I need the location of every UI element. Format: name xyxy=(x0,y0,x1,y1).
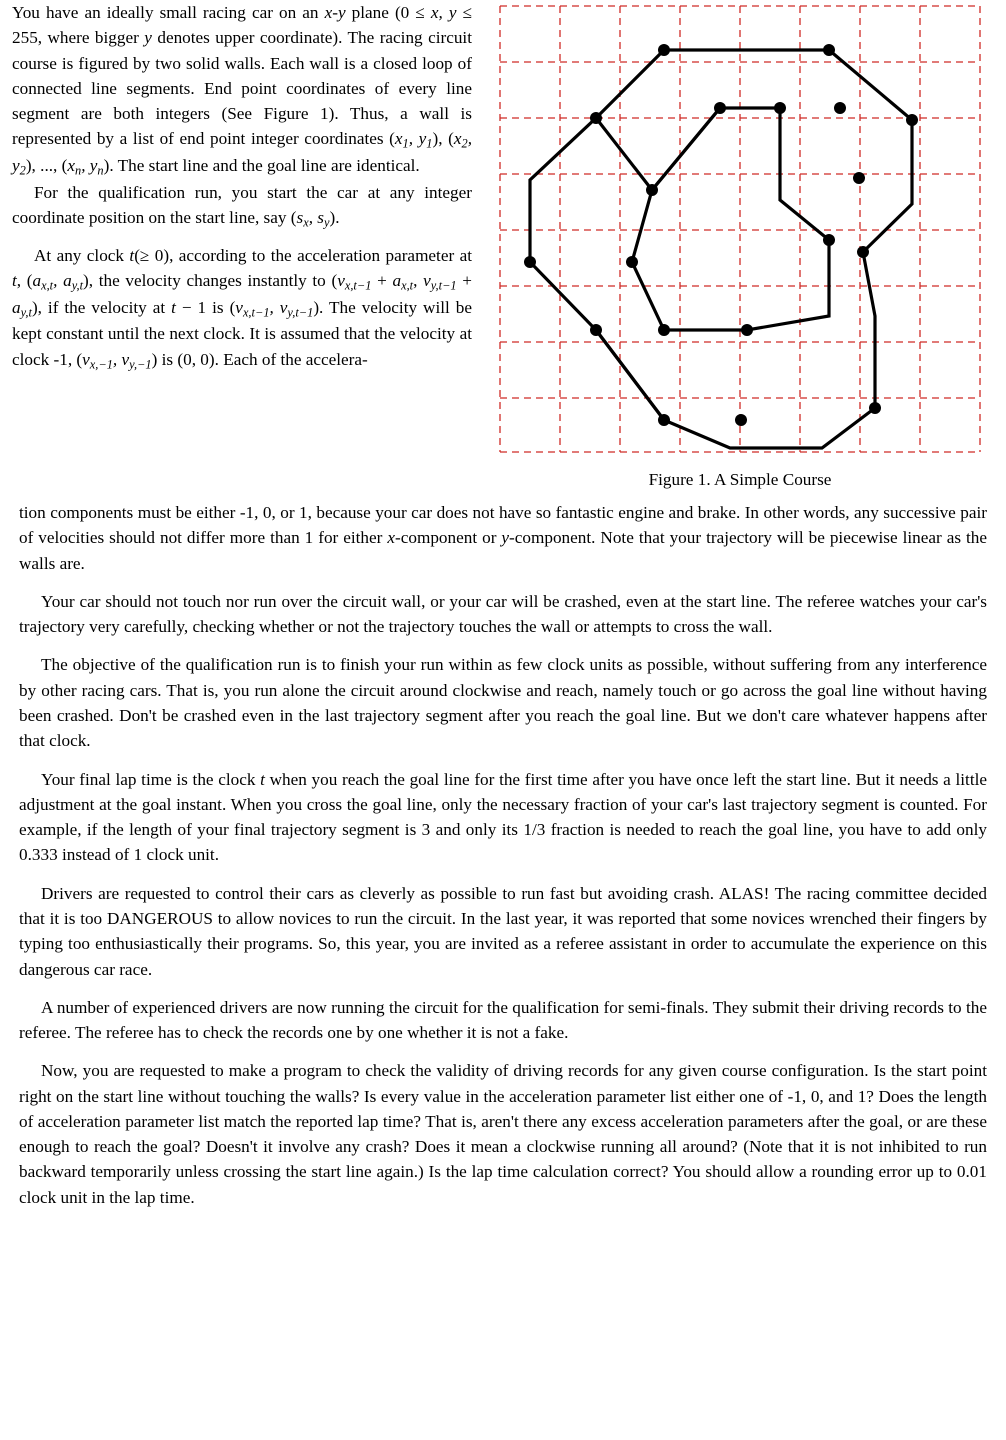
wall-link-segment-2 xyxy=(596,118,652,190)
figure-caption: Figure 1. A Simple Course xyxy=(648,470,832,489)
paragraph-intro: You have an ideally small racing car on an x-y plane (0 ≤ x, y ≤ 255, where bigger y denotes upper coordinate). The racing circuit course is figured by two solid walls. Each wall is a closed loop of connected line segments. End point coordinates of every line segment are both integers (See Figure 1). Thus, a wall is represented by a list of end point integer coordinates ($x_1$, $y_1$), ($x_2$, $y_2$), ..., ($x_n$, $y_n$). The start line and the goal line are identical. xyxy=(12,3,473,178)
paragraph-drivers-committee: Drivers are requested to control their cars as cleverly as possible to run fast but avoiding crash. ALAS! The racing committee decided that it is too DANGEROUS to allow novices to run the circuit. In the last year, it was reported that some novices wrenched their fingers by typing too enthusiastically their programs. So, this year, you are invited as a referee assistant in order to accumulate the experience on this dangerous car race. xyxy=(19,883,987,979)
wall-link-segment-3 xyxy=(652,108,720,190)
figure-course-diagram xyxy=(492,0,988,458)
paragraph-wall-touch: Your car should not touch nor run over the circuit wall, or your car will be crashed, even at the start line. The referee watches your car's trajectory very carefully, checking whether or not the trajectory touches the wall or attempts to cross the wall. xyxy=(19,591,987,637)
grid-lines xyxy=(500,6,980,452)
course-svg xyxy=(492,0,988,458)
paragraph-acceleration-continued: tion components must be either -1, 0, or 1, because your car does not have so fantastic engine and brake. In other words, any successive pair of velocities should not differ more than 1 for either x-component or y-component. Note that your trajectory will be piecewise linear as the walls are. xyxy=(19,503,987,573)
wall-link-segment xyxy=(596,330,664,420)
paragraph-lap-time: Your final lap time is the clock t when you reach the goal line for the first time after you have once left the start line. But it needs a little adjustment at the goal instant. When you cross the goal line, only the necessary fraction of your car's last trajectory segment is counted. For example, if the length of your final trajectory segment is 3 and only its 1/3 fraction is needed to reach the goal line, you have to add only 0.333 instead of 1 clock unit. xyxy=(19,769,987,865)
paragraph-experienced-drivers: A number of experienced drivers are now running the circuit for the qualification for semi-finals. They submit their driving records to the referee. The referee has to check the records one by one whether it is not a fake. xyxy=(19,997,987,1043)
wall-vertices xyxy=(524,44,918,426)
paragraph-objective: The objective of the qualification run is to finish your run within as few clock units as possible, without suffering from any interference by other racing cars. That is, you run alone the circuit around clockwise and reach, namely touch or go across the goal line without having been crashed. Don't be crashed even in the last trajectory segment after you reach the goal line. But we don't care whatever happens after that clock. xyxy=(19,655,987,751)
top-two-column-region xyxy=(0,0,1006,500)
paragraph-qualification-start: For the qualification run, you start the car at any integer coordinate position on the start line, say ($s_x$, $s_y$). xyxy=(12,182,472,230)
body-text-block xyxy=(7,500,999,1210)
left-text-column xyxy=(12,0,472,373)
figure-column xyxy=(492,0,994,490)
paragraph-task: Now, you are requested to make a program to check the validity of driving records for any given course configuration. Is the start point right on the start line without touching the walls? Is every value in the acceleration parameter list either one of -1, 0, and 1? Does the length of acceleration parameter list match the reported lap time? That is, aren't there any excess acceleration parameters after the goal, or are these enough to reach the goal? Doesn't it involve any crash? Does it mean a clockwise running all around? (Note that it is not inhibited to run backward temporarily unless crossing the start line again.) Is the lap time calculation correct? You should allow a rounding error up to 0.01 clock unit in the lap time. xyxy=(19,1061,987,1207)
paragraph-acceleration: At any clock t(≥ 0), according to the acceleration parameter at t, ($a_{x,t}$, $a_{y,t}$), the velocity changes instantly to ($v_{x,t-1} + a_{x,t}$, $v_{y,t-1} + a_{y,t}$), if the velocity at t − 1 is ($v_{x,t-1}$, $v_{y,t-1}$). The velocity will be kept constant until the next clock. It is assumed that the velocity at clock -1, ($v_{x,-1}$, $v_{y,-1}$) is (0, 0). Each of the accelera- xyxy=(12,245,473,371)
